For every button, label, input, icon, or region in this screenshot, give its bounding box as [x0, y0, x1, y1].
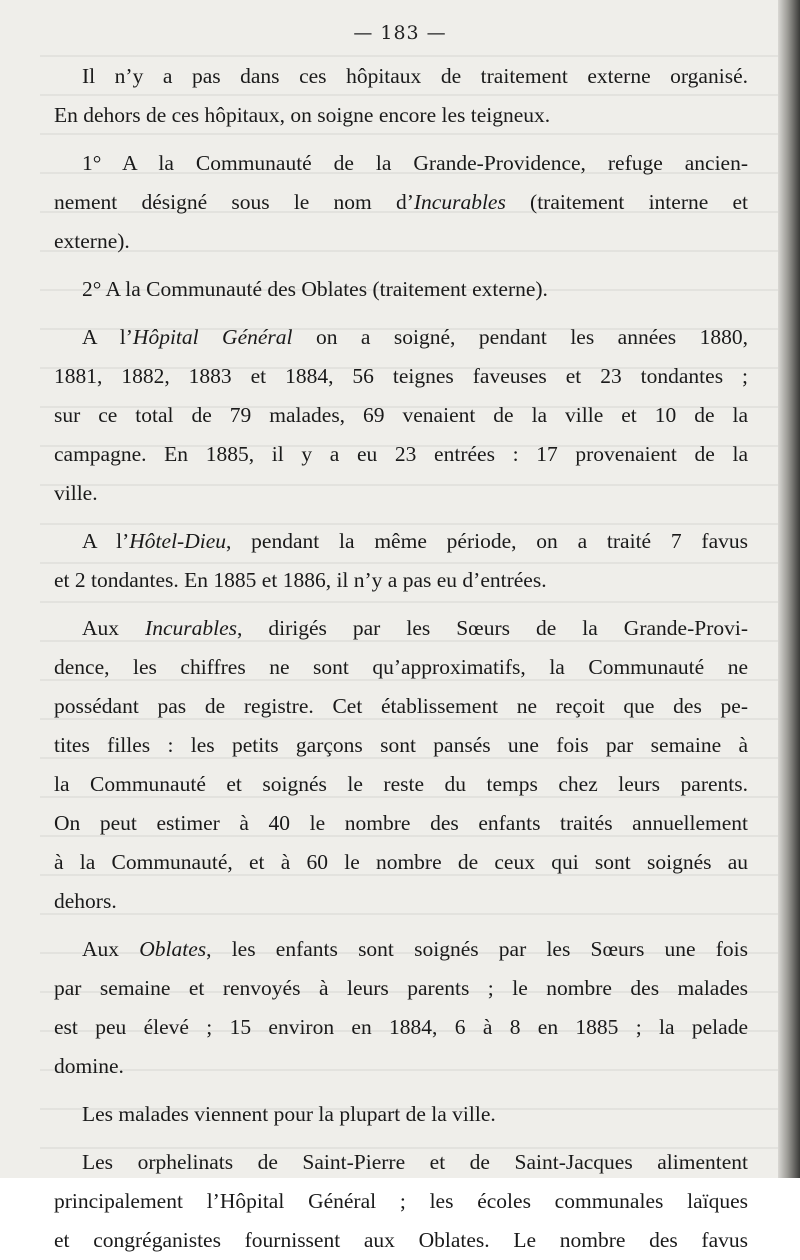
text-line: à la Communauté, et à 60 le nombre de ceux qui sont soignés au	[54, 850, 748, 874]
text-line: dence, les chiffres ne sont qu’approximatifs, la Communauté ne	[54, 655, 748, 679]
text-line: domine.	[54, 1054, 124, 1078]
text-line: possédant pas de registre. Cet établissement ne reçoit que des pe-	[54, 694, 748, 718]
text-segment: Aux	[82, 616, 146, 640]
text-line: dehors.	[54, 889, 117, 913]
text-line	[54, 522, 748, 561]
text-segment: A l’	[82, 529, 130, 553]
text-segment: Aux	[82, 937, 140, 961]
text-line: est peu élevé ; 15 environ en 1884, 6 à 8 en 1885 ; la pelade	[54, 1015, 748, 1039]
text-segment: nement désigné sous le nom d’	[54, 190, 414, 214]
text-line: sur ce total de 79 malades, 69 venaient de la ville et 10 de la	[54, 403, 748, 427]
text-line: 1° A la Communauté de la Grande-Providence, refuge ancien-	[82, 151, 748, 175]
text-segment: , pendant la même période, on a traité 7 favus	[226, 529, 748, 553]
italic-term: Incurables	[413, 190, 506, 214]
text-line: En dehors de ces hôpitaux, on soigne encore les teigneux.	[54, 103, 551, 127]
text-line: et 2 tondantes. En 1885 et 1886, il n’y a pas eu d’entrées.	[54, 568, 547, 592]
text-line: 2° A la Communauté des Oblates (traitement externe).	[82, 277, 548, 301]
text-line: et congréganistes fournissent aux Oblates. Le nombre des favus	[54, 1228, 748, 1252]
text-line	[54, 318, 748, 357]
text-line	[54, 609, 748, 648]
text-line: tites filles : les petits garçons sont pansés une fois par semaine à	[54, 733, 748, 757]
italic-term: Incurables	[145, 616, 237, 640]
text-line: ville.	[54, 481, 98, 505]
text-segment: on a soigné, pendant les années 1880,	[292, 325, 748, 349]
text-segment: A l’	[82, 325, 133, 349]
text-line: campagne. En 1885, il y a eu 23 entrées : 17 provenaient de la	[54, 442, 748, 466]
text-line	[54, 930, 748, 969]
body-text	[54, 57, 748, 1260]
text-line: Il n’y a pas dans ces hôpitaux de traitement externe organisé.	[82, 64, 748, 88]
text-segment: , les enfants sont soignés par les Sœurs une fois	[206, 937, 748, 961]
text-line: par semaine et renvoyés à leurs parents ; le nombre des malades	[54, 976, 748, 1000]
italic-term: Hôtel-Dieu	[129, 529, 226, 553]
text-line: externe).	[54, 229, 130, 253]
text-segment: , dirigés par les Sœurs de la Grande-Provi-	[236, 616, 748, 640]
italic-term: Hôpital Général	[132, 325, 293, 349]
page-number: — 183 —	[353, 22, 447, 44]
text-line: Les orphelinats de Saint-Pierre et de Saint-Jacques alimentent	[82, 1150, 748, 1174]
italic-term: Oblates	[139, 937, 207, 961]
text-line: principalement l’Hôpital Général ; les écoles communales laïques	[54, 1189, 748, 1213]
text-line: On peut estimer à 40 le nombre des enfants traités annuellement	[54, 811, 748, 835]
text-line	[54, 183, 748, 222]
text-line: Les malades viennent pour la plupart de la ville.	[82, 1102, 496, 1126]
text-line: 1881, 1882, 1883 et 1884, 56 teignes faveuses et 23 tondantes ;	[54, 364, 748, 388]
text-segment: (traitement interne et	[505, 190, 748, 214]
text-line: la Communauté et soignés le reste du temps chez leurs parents.	[54, 772, 748, 796]
